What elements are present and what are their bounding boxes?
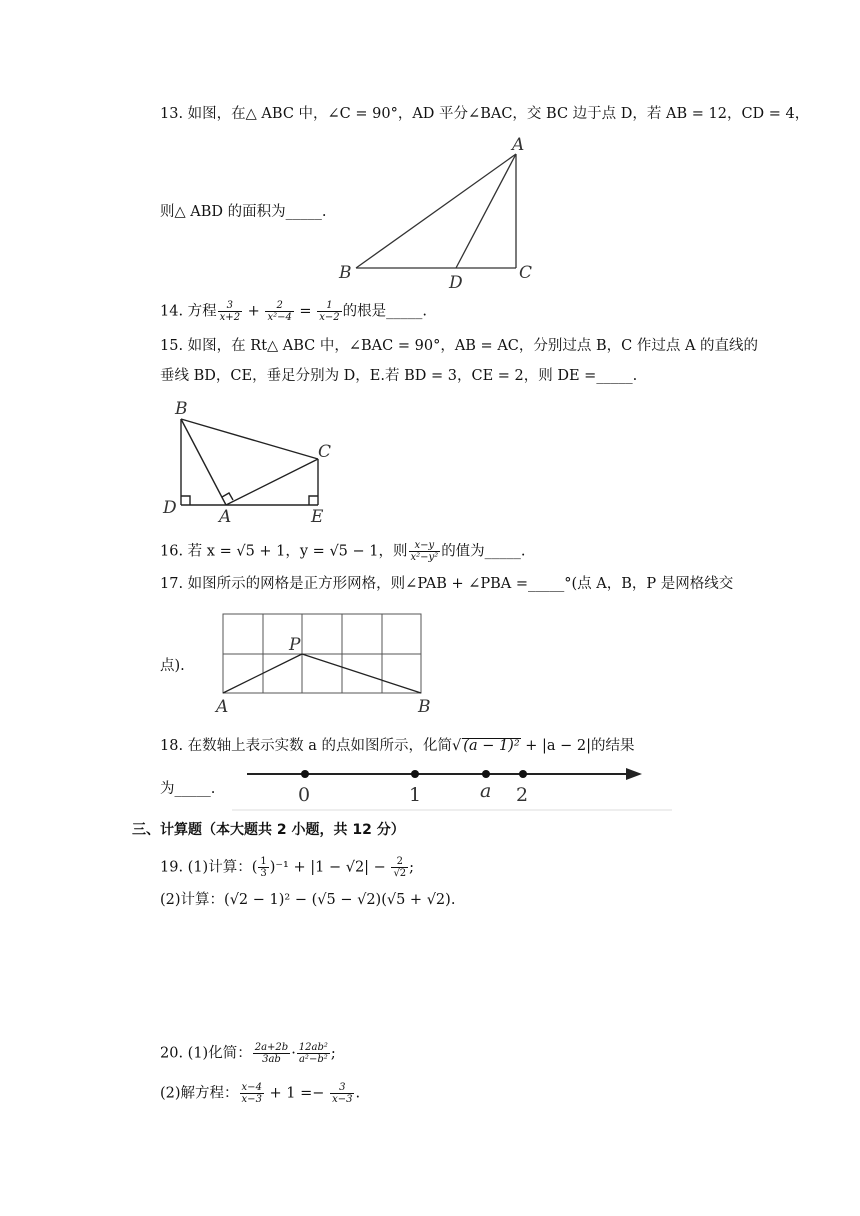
q20-frac2: $\frac{\text{12ab²}}{\text{a²−b²}}$ bbox=[298, 1042, 328, 1065]
q15-label-a: A bbox=[219, 507, 232, 527]
q15-label-b: B bbox=[175, 399, 188, 419]
q17-label-a: A bbox=[216, 697, 229, 717]
q15-line1: 15. 如图，在 Rt△ ABC 中，∠BAC = 90°，AB = AC，分别过点 B，C 作过点 A 的直线的 bbox=[160, 338, 759, 354]
q13-label-c: C bbox=[519, 263, 533, 283]
section3-heading: 三、计算题（本大题共 2 小题，共 12 分） bbox=[132, 822, 405, 838]
q13-line2: 则△ ABD 的面积为_____. bbox=[160, 204, 327, 220]
q16-suffix: 的值为_____. bbox=[441, 543, 526, 560]
q13-line1: 13. 如图，在△ ABC 中，∠C = 90°，AD 平分∠BAC，交 BC 边于点 D，若 AB = 12，CD = 4， bbox=[160, 106, 810, 122]
q18-line2: 为_____. bbox=[160, 781, 216, 797]
q18-label-a: a bbox=[480, 780, 492, 802]
q15-line2: 垂线 BD，CE，垂足分别为 D，E.若 BD = 3，CE = 2，则 DE =_____. bbox=[160, 368, 638, 384]
q17-line2: 点). bbox=[160, 658, 185, 674]
q19-frac1: $\frac{1}{3}$ bbox=[260, 856, 267, 879]
q13-label-a: A bbox=[512, 135, 525, 155]
q17-label-b: B bbox=[418, 697, 431, 717]
q18-label-2: 2 bbox=[516, 784, 529, 806]
q20-part1: 20. (1)化简： $\frac{2a+2b}{3ab}$ · $\frac{\text{12ab²}}{\text{a²−b²}}$ ; bbox=[160, 1042, 336, 1065]
q16-prefix: 16. 若 x = √5 + 1，y = √5 − 1，则 bbox=[160, 543, 408, 560]
q20-frac4: $\frac{3}{x-3}$ bbox=[332, 1082, 353, 1105]
q18-suffix: + |a − 2|的结果 bbox=[520, 738, 635, 754]
q19-frac2: $\frac{2}{√2}$ bbox=[393, 856, 407, 879]
q18-line1: 18. 在数轴上表示实数 a 的点如图所示，化简√ (a − 1)² + |a − 2|的结果 bbox=[160, 738, 635, 754]
q15-label-c: C bbox=[318, 442, 332, 462]
q20-frac3: $\frac{x-4}{x-3}$ bbox=[241, 1082, 262, 1105]
q14-frac1: $\frac{3}{x+2}$ bbox=[219, 300, 241, 323]
q19-part2: (2)计算：(√2 − 1)² − (√5 − √2)(√5 + √2). bbox=[160, 892, 456, 908]
q14-prefix: 14. 方程 bbox=[160, 303, 217, 320]
q20-part2: (2)解方程： $\frac{x-4}{x-3}$ + 1 =− $\frac{3}{x-3}$ . bbox=[160, 1082, 361, 1105]
q18-label-1: 1 bbox=[409, 784, 422, 806]
q18-prefix: 18. 在数轴上表示实数 a 的点如图所示，化简 bbox=[160, 738, 453, 754]
q15-label-d: D bbox=[163, 498, 177, 518]
q17-label-p: P bbox=[289, 635, 301, 655]
q16-frac: $\frac{x-y}{\text{x²−y²}}$ bbox=[410, 540, 439, 563]
q19-part1: 19. (1)计算：( $\frac{1}{3}$ )⁻¹ + |1 − √2| − $\frac{2}{√2}$ ; bbox=[160, 856, 415, 879]
q13-label-d: D bbox=[449, 273, 463, 293]
q18-radicand: (a − 1)² bbox=[463, 738, 520, 754]
q20-frac1: $\frac{2a+2b}{3ab}$ bbox=[254, 1042, 289, 1065]
q14-suffix: 的根是_____. bbox=[342, 303, 427, 320]
q14-frac2: $\frac{2}{\text{x²−4}}$ bbox=[267, 300, 292, 323]
q15-label-e: E bbox=[311, 507, 324, 527]
q18-label-0: 0 bbox=[298, 784, 311, 806]
q14-line: 14. 方程 $\frac{3}{x+2}$ + $\frac{2}{\text{x²−4}}$ = $\frac{1}{x-2}$ 的根是_____. bbox=[160, 300, 427, 323]
q17-line1: 17. 如图所示的网格是正方形网格，则∠PAB + ∠PBA =_____°(点 A，B，P 是网格线交 bbox=[160, 576, 734, 592]
q13-label-b: B bbox=[339, 263, 352, 283]
q14-frac3: $\frac{1}{x-2}$ bbox=[319, 300, 340, 323]
